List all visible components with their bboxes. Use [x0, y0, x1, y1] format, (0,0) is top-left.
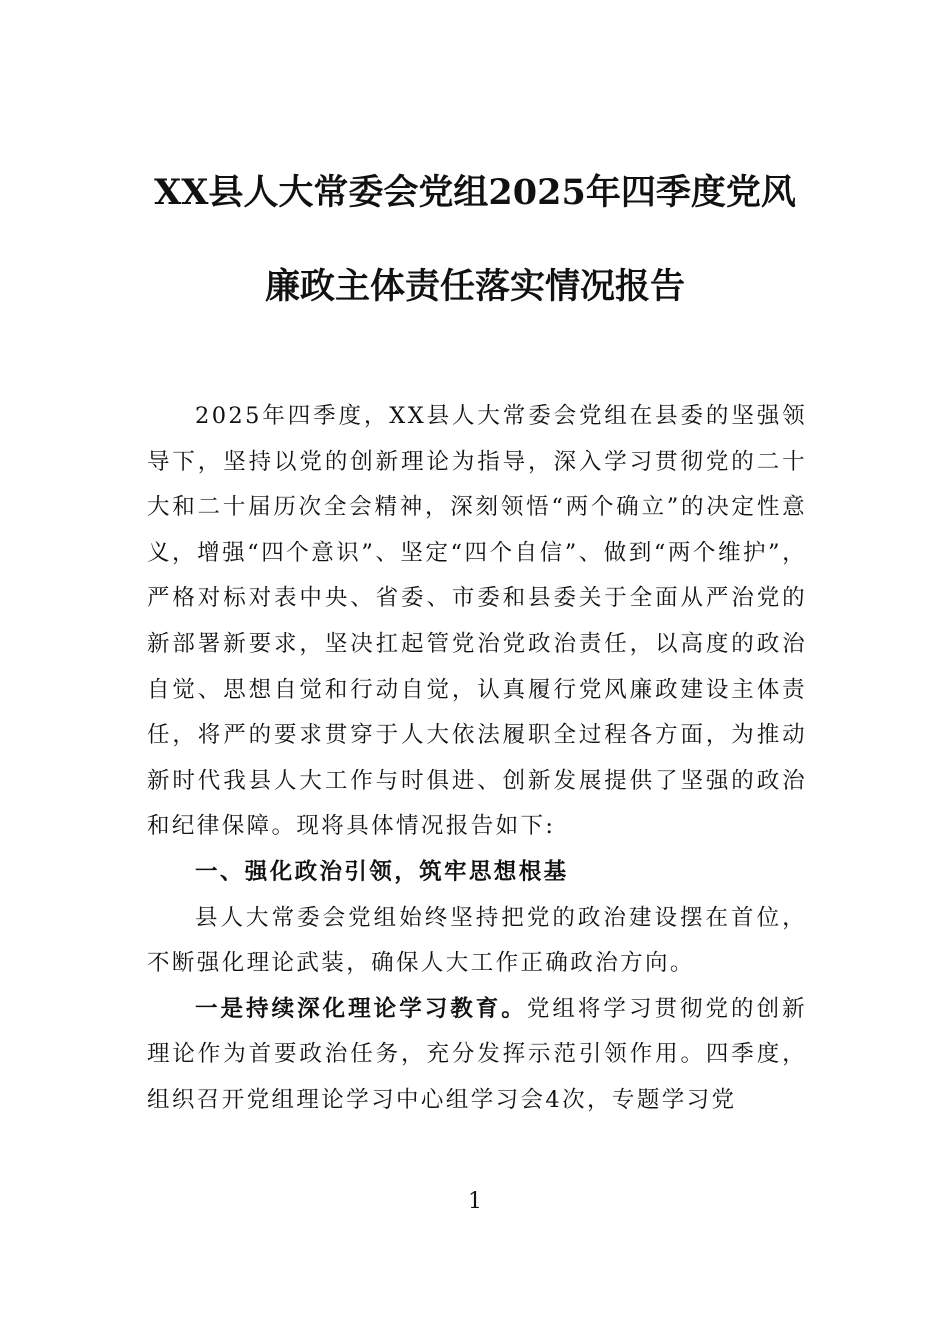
document-body [147, 394, 807, 1124]
intro-paragraph: 2025年四季度，XX县人大常委会党组在县委的坚强领导下，坚持以党的创新理论为指导，深入学习贯彻党的二十大和二十届历次全会精神，深刻领悟“两个确立”的决定性意义，增强“四个意识”、坚定“四个自信”、做到“两个维护”，严格对标对表中央、省委、市委和县委关于全面从严治党的新部署新要求，坚决扛起管党治党政治责任，以高度的政治自觉、思想自觉和行动自觉，认真履行党风廉政建设主体责任，将严的要求贯穿于人大依法履职全过程各方面，为推动新时代我县人大工作与时俱进、创新发展提供了坚强的政治和纪律保障。现将具体情况报告如下: [147, 403, 807, 840]
document-title-line-1: XX县人大常委会党组2025年四季度党风 [154, 172, 796, 213]
item-1-lead: 一是持续深化理论学习教育。 [195, 995, 527, 1022]
item-1-paragraph [147, 987, 807, 1124]
section-1-paragraph: 县人大常委会党组始终坚持把党的政治建设摆在首位，不断强化理论武装，确保人大工作正确政治方向。 [147, 904, 807, 977]
section-heading-1: 一、强化政治引领，筑牢思想根基 [195, 858, 569, 885]
page-number: 1 [468, 1189, 482, 1214]
item-1-text: 党组将学习贯彻党的创新理论作为首要政治任务，充分发挥示范引领作用。四季度，组织召开党组理论学习中心组学习会4次，专题学习党 [147, 995, 808, 1113]
document-title-line-2: 廉政主体责任落实情况报告 [264, 266, 685, 307]
